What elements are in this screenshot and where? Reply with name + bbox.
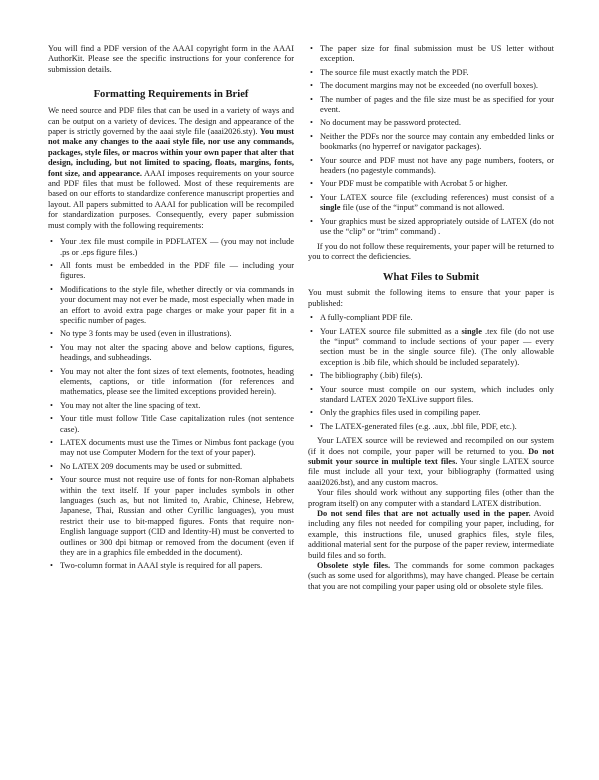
list-item: • You may not alter the font sizes of text elements, footnotes, heading elements, captions, or title information (for references and mathematics, please see the limited exceptions provided herein). bbox=[48, 367, 294, 398]
list-item: • All fonts must be embedded in the PDF file — including your figures. bbox=[48, 261, 294, 282]
right-column bbox=[308, 44, 554, 592]
formatting-text-bold: You must not make any changes to the aaai style file, nor use any commands, packages, style files, or macros within your own paper that alter that design, including, but not limited to spacing, floats, margins, fonts, font size, and appearance. bbox=[48, 127, 294, 178]
requirements-list bbox=[48, 237, 294, 572]
list-item: • A fully-compliant PDF file. bbox=[308, 313, 554, 323]
obsolete-style-bold: Obsolete style files. bbox=[317, 561, 391, 571]
section-heading-files: What Files to Submit bbox=[382, 272, 480, 284]
obsolete-style-paragraph bbox=[308, 561, 554, 592]
list-item: • No type 3 fonts may be used (even in illustrations). bbox=[48, 329, 294, 339]
list-item: • Your .tex file must compile in PDFLATEX — (you may not include .ps or .eps figure files.) bbox=[48, 237, 294, 258]
unused-files-paragraph bbox=[308, 509, 554, 561]
list-item: • Your source and PDF must not have any page numbers, footers, or headers (no pagestyle commands). bbox=[308, 156, 554, 177]
list-item: • The bibliography (.bib) file(s). bbox=[308, 371, 554, 381]
source-file-text-b: .tex file (do not use the “input” command to include sections of your paper — every section must be in the single source file). (The only allowable exception is .bib file, which should be included separately). bbox=[320, 326, 555, 367]
left-column bbox=[48, 44, 294, 572]
review-paragraph bbox=[308, 436, 554, 488]
formatting-paragraph bbox=[48, 106, 294, 231]
requirements-list-continued bbox=[308, 44, 554, 238]
supporting-files-paragraph: Your files should work without any supporting files (other than the program itself) on any computer with a standard LATEX distribution. bbox=[308, 488, 554, 508]
list-item: • The document margins may not be exceeded (no overfull boxes). bbox=[308, 81, 554, 91]
list-item: • The LATEX-generated files (e.g. .aux, .bbl file, PDF, etc.). bbox=[308, 422, 554, 432]
section-heading-formatting: Formatting Requirements in Brief bbox=[93, 89, 249, 101]
list-item: • The source file must exactly match the PDF. bbox=[308, 68, 554, 78]
formatting-text-b: AAAI imposes requirements on your source and PDF files that must be followed. Most of these requirements are based on our efforts to standardize conference manuscript properties and layout. All papers submitted to AAAI for publication will be recompiled for standardization purposes. Consequently, every paper submission must comply with the following requirements: bbox=[48, 168, 294, 230]
unused-files-bold: Do not send files that are not actually used in the paper. bbox=[317, 509, 531, 519]
list-item: • The number of pages and the file size must be as specified for your event. bbox=[308, 95, 554, 116]
source-file-text-a: Your LATEX source file submitted as a bbox=[320, 326, 462, 336]
unused-files-text: Avoid including any files not needed for compiling your paper, including, for example, this instructions file, unused graphics files, style files, additional material sent for the purpose of the paper review, intermediate build files and so forth. bbox=[308, 509, 554, 560]
copyright-intro: You will find a PDF version of the AAAI copyright form in the AAAI AuthorKit. Please see the specific instructions for your conference for submission details. bbox=[48, 44, 294, 74]
source-file-bold: single bbox=[461, 326, 482, 336]
single-file-text-b: file (use of the “input” command is not allowed. bbox=[340, 203, 505, 213]
submit-intro: You must submit the following items to ensure that your paper is published: bbox=[308, 288, 554, 308]
list-item: • Your PDF must be compatible with Acrobat 5 or higher. bbox=[308, 179, 554, 189]
list-item bbox=[308, 327, 554, 369]
list-item: • You may not alter the line spacing of text. bbox=[48, 401, 294, 411]
deficiencies-paragraph: If you do not follow these requirements, your paper will be returned to you to correct the deficiencies. bbox=[308, 241, 554, 261]
list-item: • Your title must follow Title Case capitalization rules (not sentence case). bbox=[48, 414, 294, 435]
list-item: • Two-column format in AAAI style is required for all papers. bbox=[48, 561, 294, 571]
list-item: • LATEX documents must use the Times or Nimbus font package (you may not use Computer Modern for the text of your paper). bbox=[48, 438, 294, 459]
obsolete-style-text: The commands for some common packages (such as some used for algorithms), may have changed. Please be certain that you are not compiling your paper using old or obsolete style files. bbox=[308, 561, 554, 591]
list-item bbox=[308, 193, 554, 214]
review-text-bold: Do not submit your source in multiple text files. bbox=[308, 446, 555, 466]
submit-list bbox=[308, 313, 554, 432]
list-item: • Neither the PDFs nor the source may contain any embedded links or bookmarks (no hyperref or navigator packages). bbox=[308, 132, 554, 153]
review-text-b: Your single LATEX source file must include all your text, your bibliography (formatted using aaai2026.bst), and any custom macros. bbox=[308, 457, 554, 487]
list-item: • Your graphics must be sized appropriately outside of LATEX (do not use the “clip” or “trim” command) . bbox=[308, 217, 554, 238]
single-file-bold: single bbox=[320, 203, 341, 213]
list-item: • Modifications to the style file, whether directly or via commands in your document may not ever be made, most especially when made in an effort to avoid extra page charges or make your paper fit in a specific number of pages. bbox=[48, 285, 294, 327]
list-item: • The paper size for final submission must be US letter without exception. bbox=[308, 44, 554, 65]
list-item: • No LATEX 209 documents may be used or submitted. bbox=[48, 462, 294, 472]
review-text-a: Your LATEX source will be reviewed and recompiled on our system (if it does not compile, your paper will be returned to you. bbox=[308, 436, 554, 456]
formatting-text-a: We need source and PDF files that can be used in a variety of ways and can be output on a variety of devices. The design and appearance of the paper is strictly governed by the aaai style file (aaai2026.sty). bbox=[48, 106, 294, 137]
list-item: • You may not alter the spacing above and below captions, figures, headings, and subheadings. bbox=[48, 343, 294, 364]
list-item: • No document may be password protected. bbox=[308, 118, 554, 128]
list-item: • Your source must not require use of fonts for non-Roman alphabets within the text itself. If your paper includes symbols in other languages (such as, but not limited to, Arabic, Chinese, Hebrew, Japanese, Thai, Russian and other Cyrillic languages), you must restrict their use to bit-mapped figures. Fonts that require non-English language support (CID and Identity-H) must be converted to outlines or 300 dpi bitmap or removed from the document (even if they are in a graphics file embedded in the document). bbox=[48, 475, 294, 558]
list-item: • Only the graphics files used in compiling paper. bbox=[308, 408, 554, 418]
list-item: • Your source must compile on our system, which includes only standard LATEX 2020 TeXLive support files. bbox=[308, 385, 554, 406]
single-file-text-a: Your LATEX source file (excluding references) must consist of a bbox=[320, 192, 554, 202]
